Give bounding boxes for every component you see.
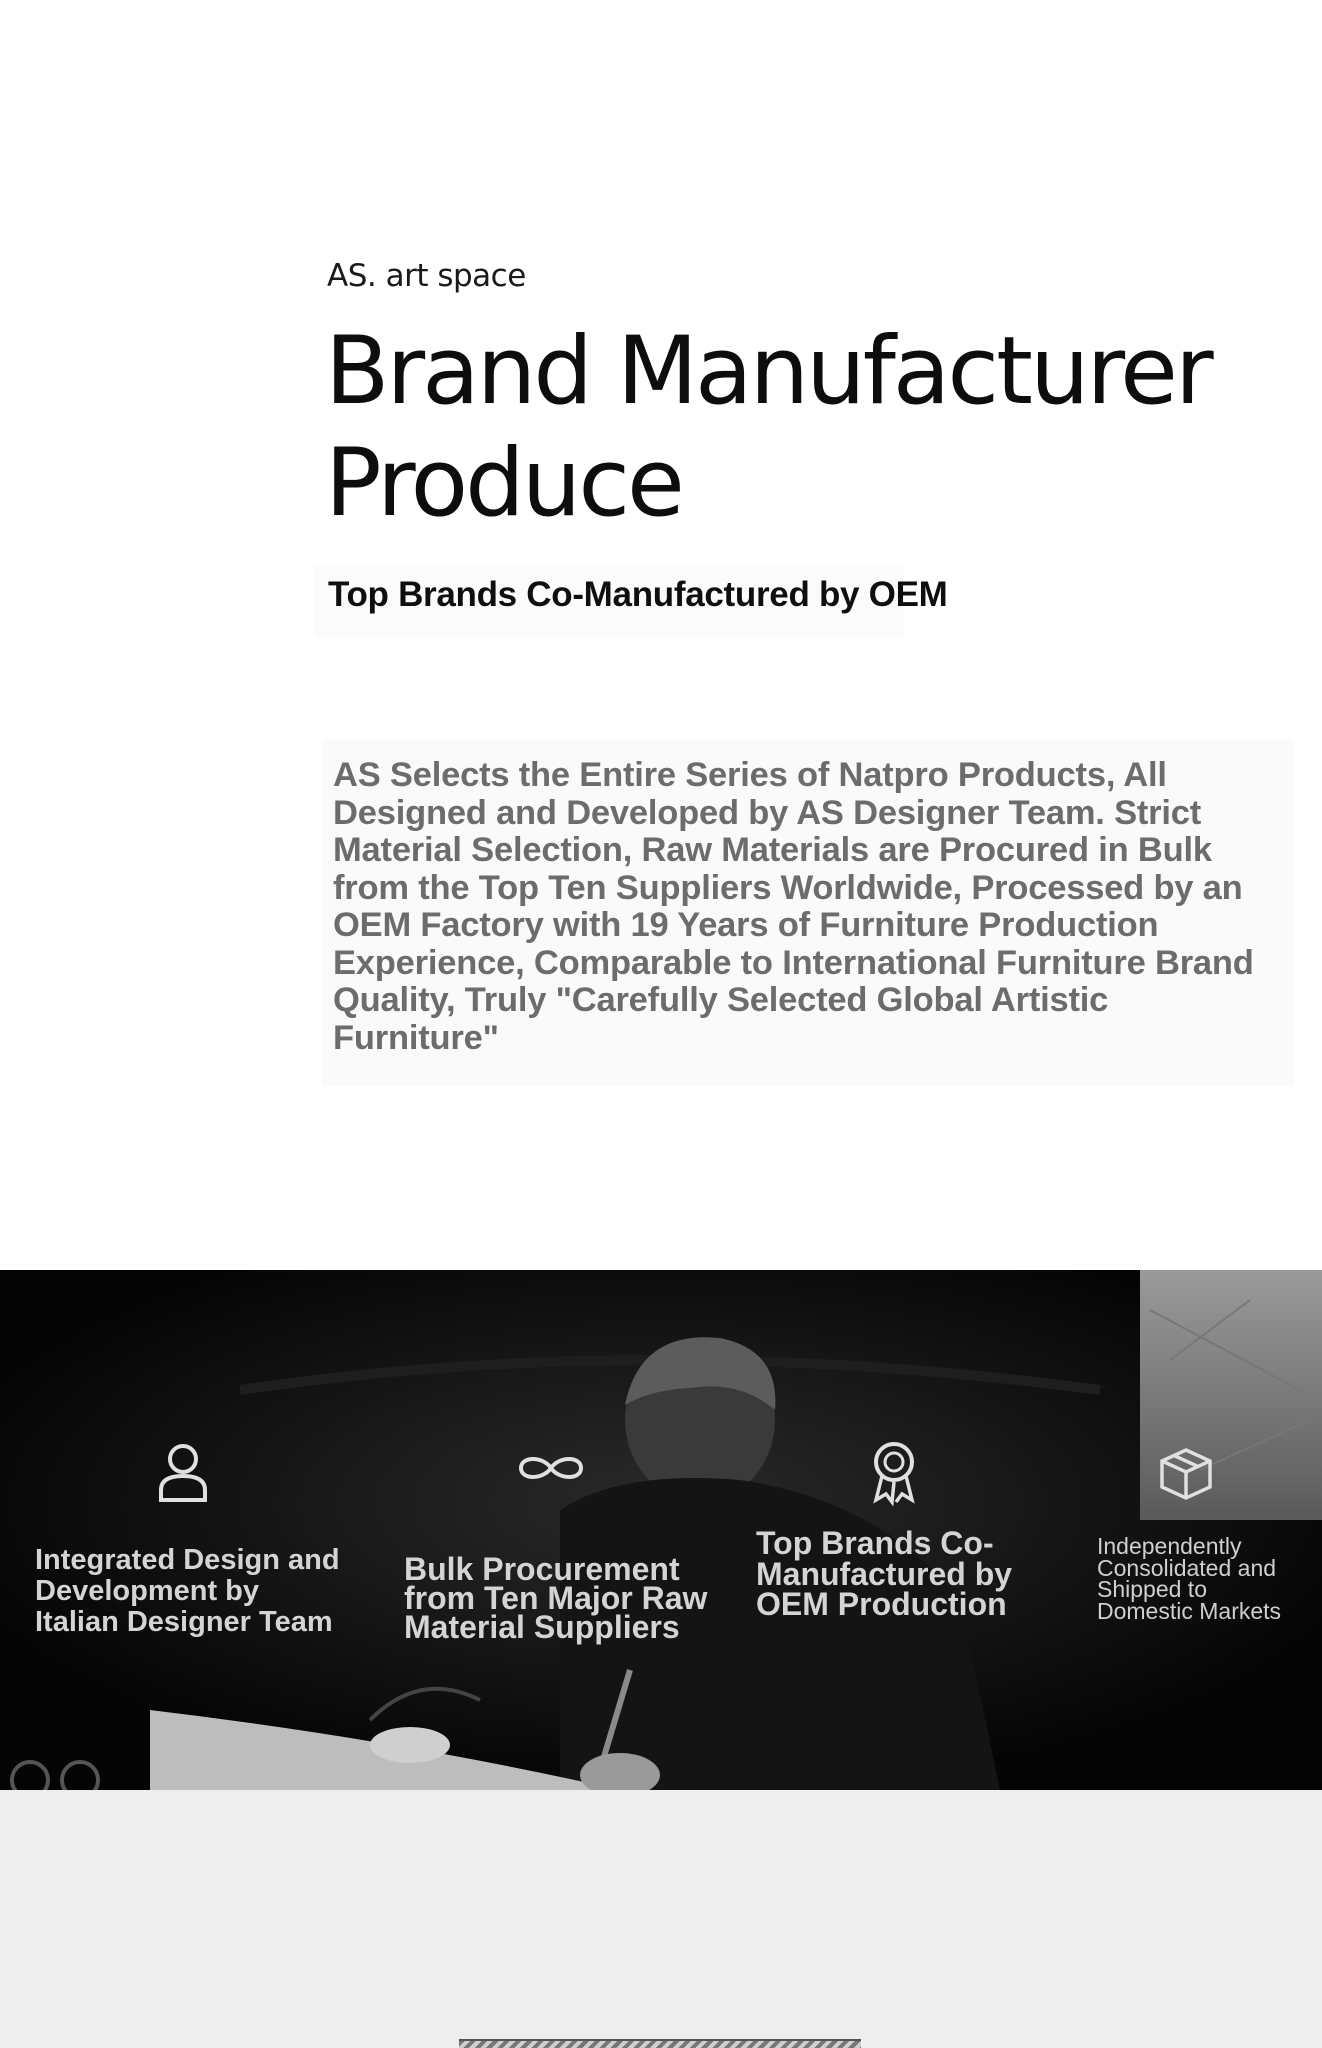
feature-label: Top Brands Co-Manufactured by OEM Production	[756, 1525, 1013, 1622]
features-banner	[0, 1270, 1322, 1790]
feature-label: Independently Consolidated and Shipped to Domestic Markets	[1097, 1533, 1282, 1624]
feature-label: Integrated Design and Development by Italian Designer Team	[35, 1544, 340, 1638]
lower-section	[0, 1790, 1322, 2048]
infinity-icon	[515, 1448, 587, 1493]
product-image-edge	[459, 2039, 861, 2048]
page-subtitle: Top Brands Co-Manufactured by OEM	[328, 575, 948, 614]
page-title: Brand Manufacturer Produce	[325, 317, 1211, 538]
designer-photo-background	[0, 1270, 1322, 1790]
feature-label: Bulk Procurement from Ten Major Raw Material Suppliers	[404, 1551, 708, 1645]
box-icon	[1157, 1446, 1215, 1507]
award-ribbon-icon	[868, 1440, 920, 1511]
intro-description: AS Selects the Entire Series of Natpro Products, All Designed and Developed by AS Designer Team. Strict Material Selection, Raw Materials are Procured in Bulk from the Top Ten Suppliers Worldwide, Processed by an OEM Factory with 19 Years of Furniture Production Experience, Comparable to International Furniture Brand Quality, Truly "Carefully Selected Global Artistic Furniture"	[333, 756, 1254, 1057]
brand-name: AS. art space	[327, 258, 526, 294]
person-icon	[155, 1440, 211, 1511]
